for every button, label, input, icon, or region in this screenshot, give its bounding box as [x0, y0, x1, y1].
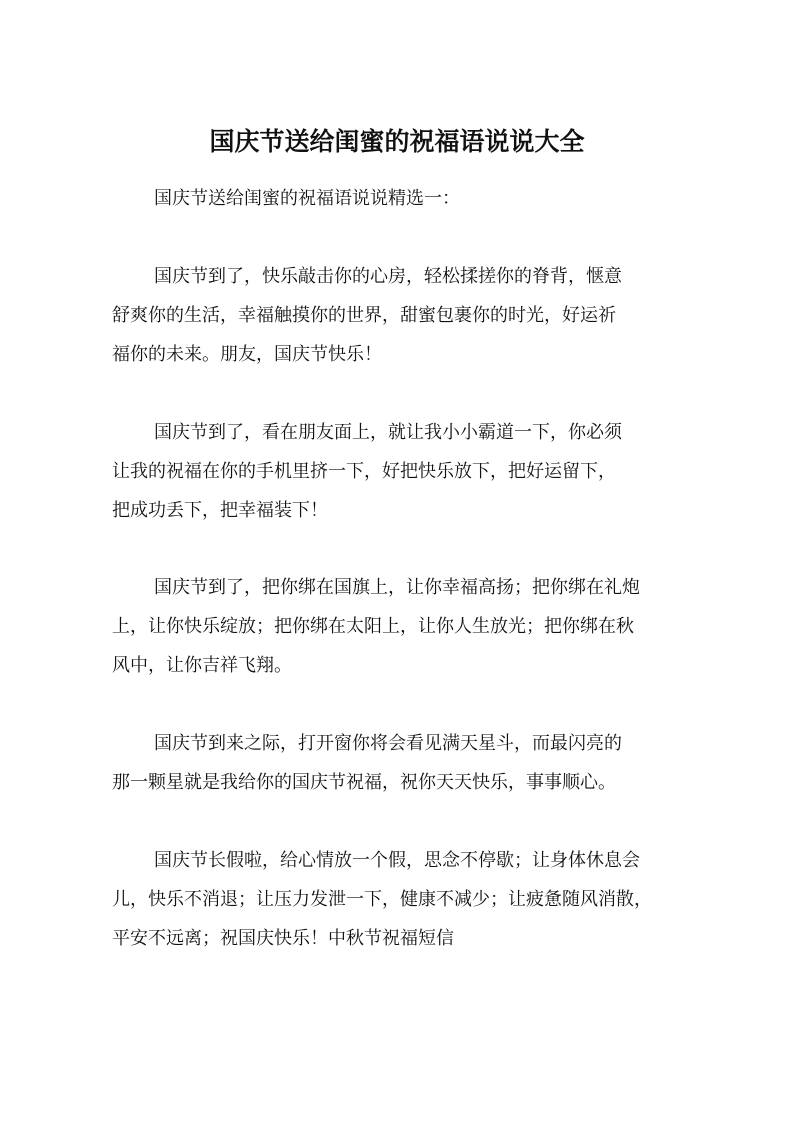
document-title: 国庆节送给闺蜜的祝福语说说大全	[209, 127, 585, 156]
paragraph-line: 舒爽你的生活，幸福触摸你的世界，甜蜜包裹你的时光，好运祈	[112, 305, 616, 326]
paragraph-line: 那一颗星就是我给你的国庆节祝福，祝你天天快乐，事事顺心。	[112, 772, 616, 793]
paragraph-line: 国庆节到了，把你绑在国旗上，让你幸福高扬；把你绑在礼炮	[154, 577, 640, 598]
paragraph-line: 让我的祝福在你的手机里挤一下，好把快乐放下，把好运留下，	[112, 461, 616, 482]
paragraph-line: 上，让你快乐绽放；把你绑在太阳上，让你人生放光；把你绑在秋	[112, 616, 634, 637]
paragraph-line: 福你的未来。朋友，国庆节快乐！	[112, 344, 382, 365]
paragraph-line: 国庆节长假啦，给心情放一个假，思念不停歇；让身体休息会	[154, 850, 640, 871]
paragraph-line: 儿，快乐不消退；让压力发泄一下，健康不减少；让疲惫随风消散，	[112, 889, 652, 910]
paragraph-line: 国庆节到了，看在朋友面上，就让我小小霸道一下，你必须	[154, 422, 622, 443]
paragraph-line: 国庆节到了，快乐敲击你的心房，轻松揉搓你的脊背，惬意	[154, 266, 622, 287]
paragraph-line: 风中，让你吉祥飞翔。	[112, 655, 292, 676]
paragraph-line: 把成功丢下，把幸福装下！	[112, 500, 328, 521]
intro-line: 国庆节送给闺蜜的祝福语说说精选一：	[154, 188, 460, 209]
paragraph-line: 国庆节到来之际，打开窗你将会看见满天星斗，而最闪亮的	[154, 733, 622, 754]
paragraph-line: 平安不远离；祝国庆快乐！中秋节祝福短信	[112, 928, 454, 949]
